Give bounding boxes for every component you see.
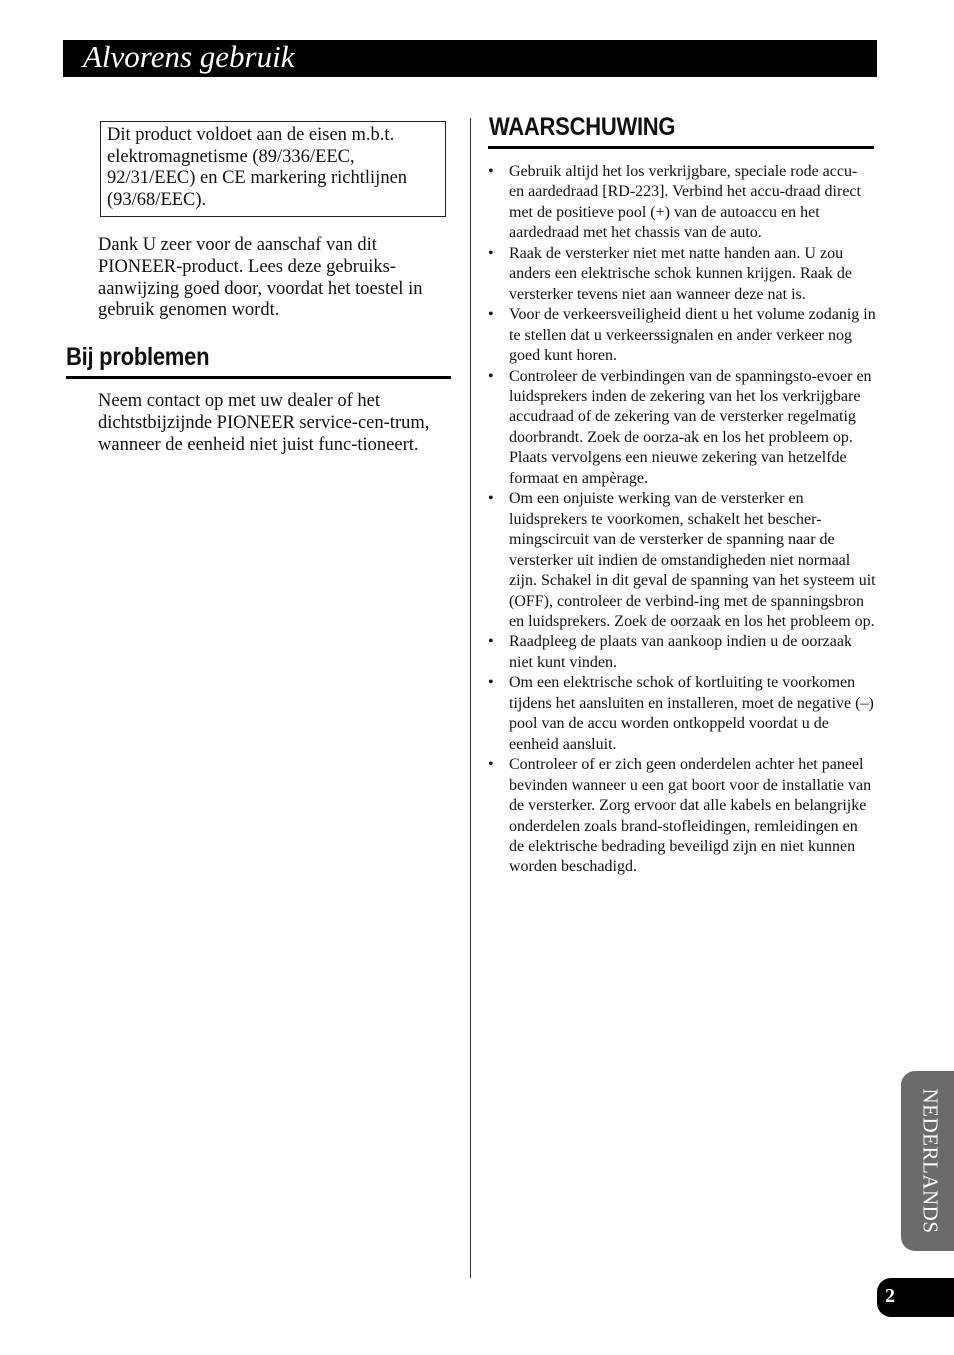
language-tab [901, 1071, 954, 1251]
warning-item: • Gebruik altijd het los verkrijgbare, speciale rode accu- en aardedraad [RD-223]. Verbind het accu-draad direct met de positieve pool (+) van de autoaccu en het aardedraad met het chassis van de auto. [488, 162, 876, 244]
warning-item: • Raak de versterker niet met natte handen aan. U zou anders een elektrische schok kunnen krijgen. Raak de versterker tevens niet aan wanneer deze nat is. [488, 244, 876, 305]
problems-heading: Bij problemen [66, 343, 210, 371]
header-bar [63, 40, 877, 77]
warning-item: • Controleer de verbindingen van de spanningsto-evoer en luidsprekers inden de zekering van het los verkrijgbare accudraad of de zekering van de versterker regelmatig doorbrandt. Zoek de oorza-ak en los het probleem op. Plaats vervolgens een nieuwe zekering van hetzelfde formaat en ampèrage. [488, 367, 876, 490]
warning-heading: WAARSCHUWING [489, 113, 676, 141]
page-title: Alvorens gebruik [83, 39, 295, 74]
warning-item: • Raadpleeg de plaats van aankoop indien u de oorzaak niet kunt vinden. [488, 632, 876, 673]
warning-heading-rule [488, 146, 874, 149]
problems-heading-rule [66, 376, 451, 379]
intro-paragraph: Dank U zeer voor de aanschaf van dit PIONEER-product. Lees deze gebruiks-aanwijzing goed door, voordat het toestel in gebruik genomen wordt. [98, 235, 423, 321]
column-divider [470, 118, 471, 1278]
warning-item: • Voor de verkeersveiligheid dient u het volume zodanig in te stellen dat u verkeerssignalen en ander verkeer nog goed kunt horen. [488, 305, 876, 366]
warning-item: • Controleer of er zich geen onderdelen achter het paneel bevinden wanneer u een gat boort voor de installatie van de versterker. Zorg ervoor dat alle kabels en belangrijke onderdelen zoals brand-stofleidingen, remleidingen en de elektrische bedrading beveiligd zijn en niet kunnen worden beschadigd. [488, 755, 876, 878]
ce-notice-box: Dit product voldoet aan de eisen m.b.t. elektromagnetisme (89/336/EEC, 92/31/EEC) en CE markering richtlijnen (93/68/EEC). [100, 121, 446, 217]
problems-paragraph: Neem contact op met uw dealer of het dichtstbijzijnde PIONEER service-cen-trum, wanneer de eenheid niet juist func-tioneert. [98, 391, 430, 455]
warning-item: • Om een elektrische schok of kortluiting te voorkomen tijdens het aansluiten en installeren, moet de negative (–) pool van de accu worden ontkoppeld voordat u de eenheid aansluit. [488, 673, 876, 755]
language-label: NEDERLANDS [918, 1088, 943, 1234]
warning-list [488, 162, 876, 878]
page-number: 2 [885, 1285, 895, 1307]
page-number-tab [877, 1278, 954, 1317]
warning-item: • Om een onjuiste werking van de versterker en luidsprekers te voorkomen, schakelt het bescher-mingscircuit van de versterker de spanning naar de versterker uit indien de omstandigheden niet normaal zijn. Schakel in dit geval de spanning van het systeem uit (OFF), controleer de verbind-ing met de spanningsbron en luidsprekers. Zoek de oorzaak en los het probleem op. [488, 489, 876, 632]
